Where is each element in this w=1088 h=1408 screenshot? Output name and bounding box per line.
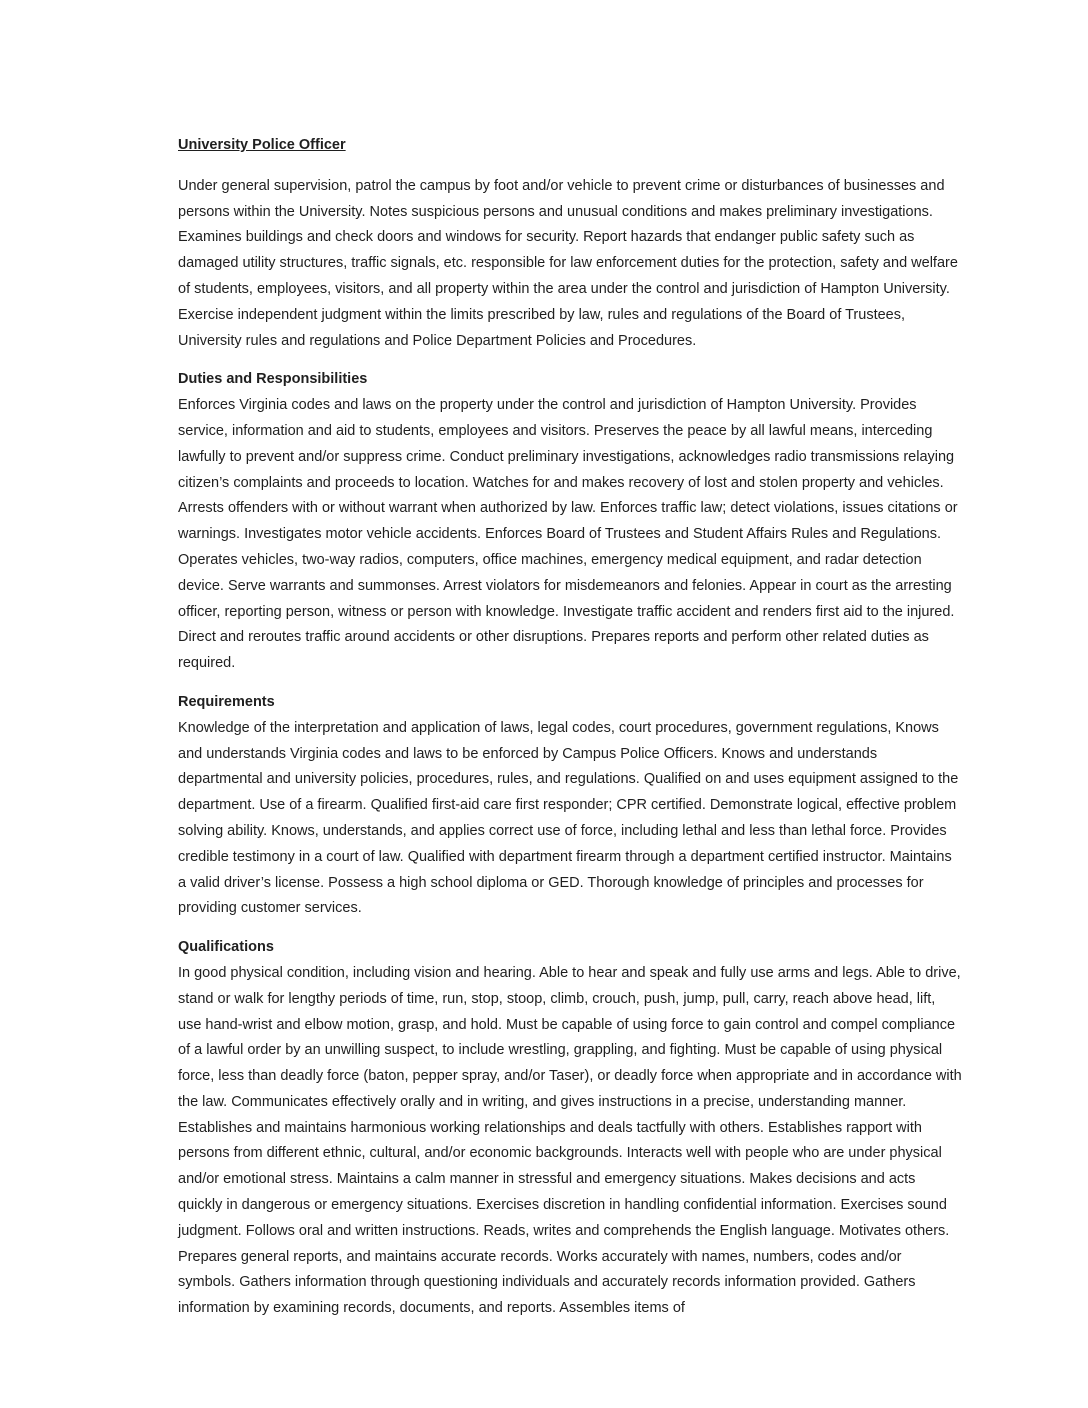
intro-paragraph: Under general supervision, patrol the campus by foot and/or vehicle to prevent crime or disturbances of businesses and persons within the University. Notes suspicious persons and unusual conditions and makes preliminary investigations. Examines buildings and check doors and windows for security. Report hazards that endanger public safety such as damaged utility structures, traffic signals, etc. responsible for law enforcement duties for the protection, safety and welfare of students, employees, visitors, and all property within the area under the control and jurisdiction of Hampton University. Exercise independent judgment within the limits prescribed by law, rules and regulations of the Board of Trustees, University rules and regulations and Police Department Policies and Procedures.: [178, 177, 958, 349]
section-body-duties: Enforces Virginia codes and laws on the property under the control and jurisdiction of Hampton University. Provides service, information and aid to students, employees and visitors. Preserves the peace by all lawful means, interceding lawfully to prevent and/or suppress crime. Conduct preliminary investigations, acknowledges radio transmissions relaying citizen’s complaints and proceeds to location. Watches for and makes recovery of lost and stolen property and vehicles. Arrests offenders with or without warrant when authorized by law. Enforces traffic law; detect violations, issues citations or warnings. Investigates motor vehicle accidents. Enforces Board of Trustees and Student Affairs Rules and Regulations. Operates vehicles, two-way radios, computers, office machines, emergency medical equipment, and radar detection device. Serve warrants and summonses. Arrest violators for misdemeanors and felonies. Appear in court as the arresting officer, reporting person, witness or person with knowledge. Investigate traffic accident and renders first aid to the injured. Direct and reroutes traffic around accidents or other disruptions. Prepares reports and perform other related duties as required.: [178, 397, 958, 672]
section-heading-requirements: Requirements: [178, 693, 275, 710]
section-duties-and-responsibilities: [178, 367, 962, 677]
section-heading-qualifications: Qualifications: [178, 939, 274, 956]
document-content: [178, 133, 962, 1335]
section-requirements: [178, 690, 962, 922]
document-title: University Police Officer: [178, 137, 346, 153]
section-heading-duties: Duties and Responsibilities: [178, 371, 368, 388]
section-qualifications: [178, 935, 962, 1322]
section-body-requirements: Knowledge of the interpretation and application of laws, legal codes, court procedures, government regulations, Knows and understands Virginia codes and laws to be enforced by Campus Police Officers. Knows and understands departmental and university policies, procedures, rules, and regulations. Qualified on and uses equipment assigned to the department. Use of a firearm. Qualified first-aid care first responder; CPR certified. Demonstrate logical, effective problem solving ability. Knows, understands, and applies correct use of force, including lethal and less than lethal force. Provides credible testimony in a court of law. Qualified with department firearm through a department certified instructor. Maintains a valid driver’s license. Possess a high school diploma or GED. Thorough knowledge of principles and processes for providing customer services.: [178, 719, 959, 917]
section-body-qualifications: In good physical condition, including vision and hearing. Able to hear and speak and fully use arms and legs. Able to drive, stand or walk for lengthy periods of time, run, stop, stoop, climb, crouch, push, jump, pull, carry, reach above head, lift, use hand-wrist and elbow motion, grasp, and hold. Must be capable of using force to gain control and compel compliance of a lawful order by an unwilling suspect, to include wrestling, grappling, and fighting. Must be capable of using physical force, less than deadly force (baton, pepper spray, and/or Taser), or deadly force when appropriate and in accordance with the law. Communicates effectively orally and in writing, and gives instructions in a precise, understanding manner. Establishes and maintains harmonious working relationships and deals tactfully with others. Establishes rapport with persons from different ethnic, cultural, and/or economic backgrounds. Interacts well with people who are under physical and/or emotional stress. Maintains a calm manner in stressful and emergency situations. Makes decisions and acts quickly in dangerous or emergency situations. Exercises discretion in handling confidential information. Exercises sound judgment. Follows oral and written instructions. Reads, writes and comprehends the English language. Motivates others. Prepares general reports, and maintains accurate records. Works accurately with names, numbers, codes and/or symbols. Gathers information through questioning individuals and accurately records information provided. Gathers information by examining records, documents, and reports. Assembles items of: [178, 964, 962, 1317]
